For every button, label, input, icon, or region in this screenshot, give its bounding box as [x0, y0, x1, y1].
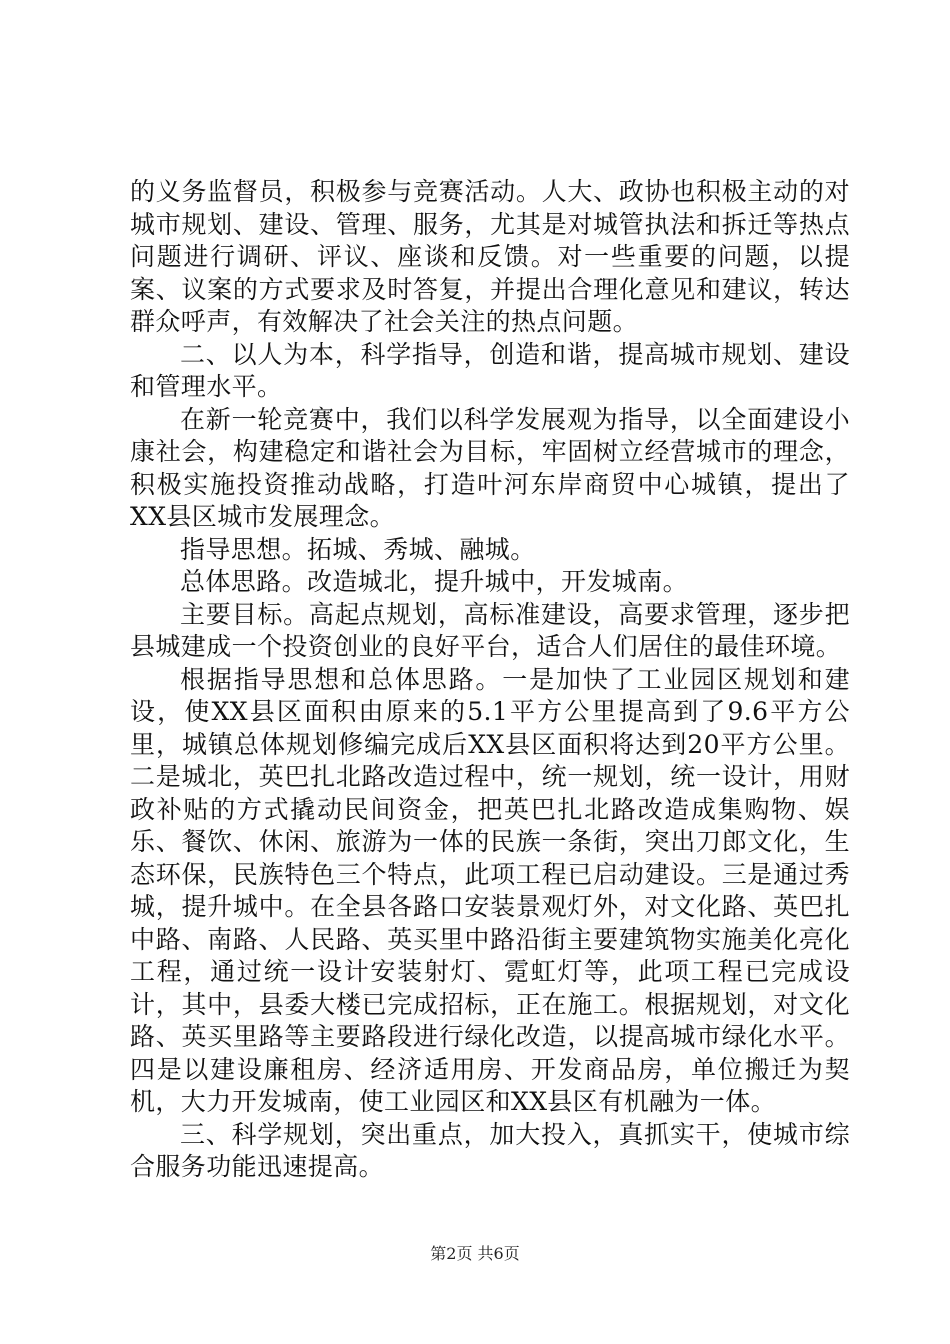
document-body — [130, 176, 850, 1184]
page-number-footer: 第2页 共6页 — [430, 1244, 520, 1263]
paragraph-2-heading: 二、以人为本，科学指导，创造和谐，提高城市规划、建设和管理水平。 — [130, 339, 850, 401]
paragraph-5: 总体思路。改造城北，提升城中，开发城南。 — [180, 567, 689, 596]
paragraph-8-heading: 三、科学规划，突出重点，加大投入，真抓实干，使城市综合服务功能迅速提高。 — [130, 1119, 850, 1181]
paragraph-7: 根据指导思想和总体思路。一是加快了工业园区规划和建设，使XX县区面积由原来的5.1平方公里提高到了9.6平方公里，城镇总体规划修编完成后XX县区面积将达到20平方公里。二是城北，英巴扎北路改造过程中，统一规划，统一设计，用财政补贴的方式撬动民间资金，把英巴扎北路改造成集购物、娱乐、餐饮、休闲、旅游为一体的民族一条街，突出刀郎文化，生态环保，民族特色三个特点，此项工程已启动建设。三是通过秀城，提升城中。在全县各路口安装景观灯外，对文化路、英巴扎中路、南路、人民路、英买里中路沿街主要建筑物实施美化亮化工程，通过统一设计安装射灯、霓虹灯等，此项工程已完成设计，其中，县委大楼已完成招标，正在施工。根据规划，对文化路、英买里路等主要路段进行绿化改造，以提高城市绿化水平。四是以建设廉租房、经济适用房、开发商品房，单位搬迁为契机，大力开发城南，使工业园区和XX县区有机融为一体。 — [130, 664, 850, 1116]
paragraph-3: 在新一轮竞赛中，我们以科学发展观为指导，以全面建设小康社会，构建稳定和谐社会为目标，牢固树立经营城市的理念，积极实施投资推动战略，打造叶河东岸商贸中心城镇，提出了XX县区城市发展理念。 — [130, 404, 850, 531]
paragraph-6: 主要目标。高起点规划，高标准建设，高要求管理，逐步把县城建成一个投资创业的良好平台，适合人们居住的最佳环境。 — [130, 599, 850, 661]
paragraph-1: 的义务监督员，积极参与竞赛活动。人大、政协也积极主动的对城市规划、建设、管理、服务，尤其是对城管执法和拆迁等热点问题进行调研、评议、座谈和反馈。对一些重要的问题，以提案、议案的方式要求及时答复，并提出合理化意见和建议，转达群众呼声，有效解决了社会关注的热点问题。 — [130, 177, 850, 336]
paragraph-4: 指导思想。拓城、秀城、融城。 — [180, 534, 536, 564]
